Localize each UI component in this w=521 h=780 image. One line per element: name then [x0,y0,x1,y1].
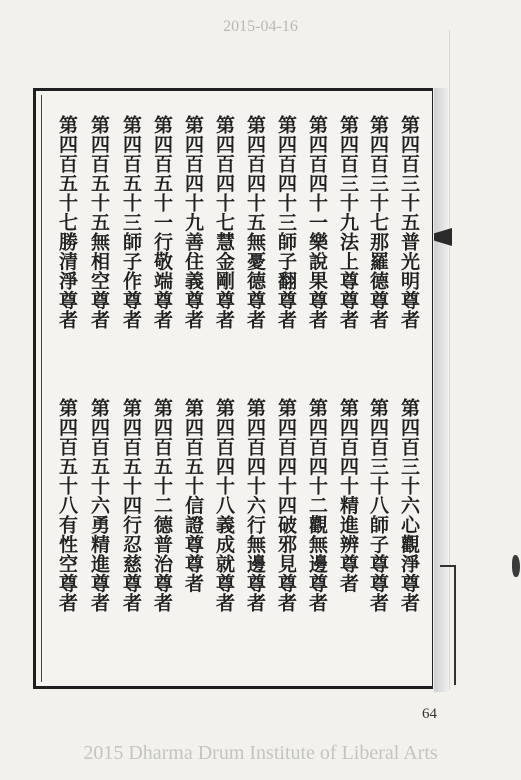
arhat-name-column: 第四百五十信證尊尊者 [182,398,204,593]
arhat-name-column: 第四百四十二觀無邊尊者 [306,398,328,613]
arhat-name-column: 第四百五十五無相空尊者 [88,115,110,330]
arhat-name-column: 第四百五十四行忍慈尊者 [120,398,142,613]
arhat-name-column: 第四百五十三師子作尊者 [120,115,142,330]
arhat-name-column: 第四百五十七勝清淨尊者 [56,115,78,330]
arhat-name-column: 第四百五十二德普治尊者 [151,398,173,613]
arhat-name-column: 第四百五十一行敬端尊者 [151,115,173,330]
arhat-name-column: 第四百四十三師子翻尊者 [275,115,297,330]
inner-rule [41,95,42,682]
footer-credit: 2015 Dharma Drum Institute of Liberal Arts [83,742,438,764]
arhat-name-column: 第四百五十八有性空尊者 [56,398,78,613]
arhat-name-column: 第四百四十六行無邊尊者 [244,398,266,613]
page-number: 64 [422,706,437,722]
arhat-name-column: 第四百三十七那羅德尊者 [367,115,389,330]
edge-ink-mark [512,555,520,577]
arhat-name-column: 第四百三十五普光明尊者 [398,115,420,330]
arhat-name-column: 第四百四十七慧金剛尊者 [213,115,235,330]
date-stamp: 2015-04-16 [223,18,298,35]
arhat-name-column: 第四百三十九法上尊尊者 [337,115,359,330]
arhat-name-column: 第四百四十九善住義尊者 [182,115,204,330]
arhat-name-column: 第四百四十一樂說果尊者 [306,115,328,330]
arhat-name-column: 第四百四十八義成就尊者 [213,398,235,613]
arhat-name-column: 第四百五十六勇精進尊者 [88,398,110,613]
margin-bracket [440,565,456,685]
arhat-name-column: 第四百三十六心觀淨尊者 [398,398,420,613]
arhat-name-column: 第四百三十八師子尊尊者 [367,398,389,613]
arhat-name-column: 第四百四十四破邪見尊者 [275,398,297,613]
arhat-name-column: 第四百四十五無憂德尊者 [244,115,266,330]
arhat-name-column: 第四百四十精進辨尊者 [337,398,359,593]
